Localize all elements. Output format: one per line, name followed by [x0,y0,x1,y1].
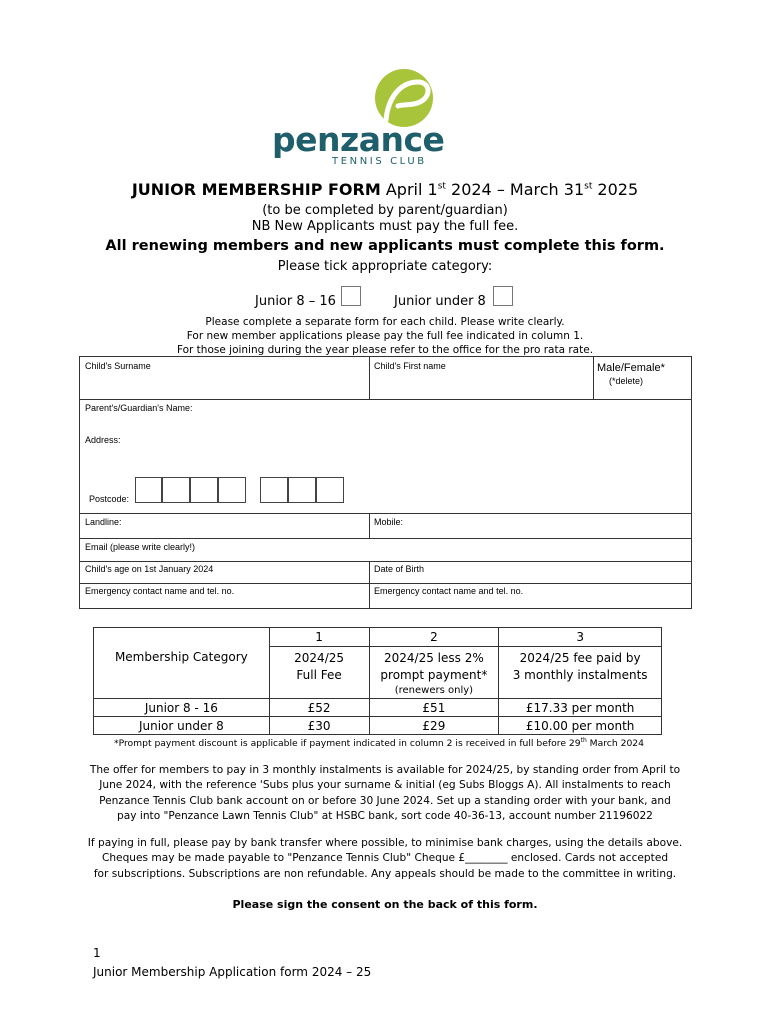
fee-full-fee-header [269,647,369,699]
parent-name-label: Parent's/Guardian's Name: [85,403,193,413]
title-bold: JUNIOR MEMBERSHIP FORM [131,180,381,199]
logo-wordmark: penzance [272,120,445,159]
title-sup-1: st [437,181,446,192]
note-pro-rata: For those joining during the year please refer to the office for the pro rata rate. [176,344,594,356]
fee-monthly-label: 3 monthly instalments [512,668,648,682]
fee-full-fee-label: Full Fee [296,668,342,682]
note-separate-form: Please complete a separate form for each child. Please write clearly. [205,316,565,328]
page-title [0,180,770,199]
payment-line-3: for subscriptions. Subscriptions are non refundable. Any appeals should be made to the committee in writing. [93,867,677,880]
gender-note: (*delete) [609,376,644,386]
fee-prompt-renewers: (renewers only) [394,685,474,696]
fee-row-2-monthly: £10.00 per month [499,717,662,735]
logo-ball-icon [374,68,434,128]
title-date-end: 2025 [592,180,639,199]
gender-label: Male/Female* [597,362,665,374]
dob-label: Date of Birth [374,564,425,574]
fee-table [93,627,662,735]
fee-footnote-end: March 2024 [586,738,644,750]
postcode-box-7[interactable] [316,477,344,503]
gender-field[interactable] [594,357,691,400]
fee-row-junior-under-8 [94,717,662,735]
fee-prompt-label: prompt payment* [380,668,488,682]
member-details-form [79,356,692,609]
dob-field[interactable] [370,562,691,584]
title-sup-2: st [584,181,593,192]
landline-label: Landline: [85,517,122,527]
fee-row-junior-8-16 [94,699,662,717]
fee-monthly-header [499,647,662,699]
mobile-field[interactable] [370,514,691,539]
category-option-under-8-label: Junior under 8 [394,294,486,309]
payment-line-2: Cheques may be made payable to "Penzance Tennis Club" Cheque £________ enclosed. Cards not accepted [101,852,669,865]
fee-col-num-3: 3 [499,628,662,647]
fee-row-2-prompt: £29 [369,717,499,735]
fee-row-1-full: £52 [269,699,369,717]
payment-paragraph [0,836,770,882]
title-date-start: April 1 [385,180,438,199]
category-option-8-16-label: Junior 8 – 16 [255,294,336,309]
fee-row-2-category: Junior under 8 [94,717,270,735]
emergency-contact-1-field[interactable] [80,584,370,608]
note-new-member-fee: For new member applications please pay the full fee indicated in column 1. [186,330,584,342]
fee-row-2-full: £30 [269,717,369,735]
consent-note: Please sign the consent on the back of this form. [232,898,538,911]
instalment-line-4: pay into "Penzance Lawn Tennis Club" at HSBC bank, sort code 40-36-13, account number 21196022 [117,809,653,822]
instalment-paragraph [0,763,770,824]
fee-header-empty [94,628,270,647]
postcode-box-6[interactable] [288,477,316,503]
logo [270,68,445,168]
title-date-middle: 2024 – March 31 [445,180,585,199]
postcode-box-1[interactable] [135,477,162,503]
instruction-new-applicants: NB New Applicants must pay the full fee. [251,219,519,234]
category-option-8-16-checkbox[interactable] [341,286,361,306]
postcode-box-3[interactable] [190,477,218,503]
landline-field[interactable] [80,514,370,539]
instruction-all-complete: All renewing members and new applicants must complete this form. [105,238,665,254]
fee-monthly-year: 2024/25 fee paid by [519,651,641,665]
instalment-line-1: The offer for members to pay in 3 monthly instalments is available for 2024/25, by standing order from April to [89,764,681,776]
first-name-field[interactable] [370,357,594,400]
fee-row-1-category: Junior 8 - 16 [94,699,270,717]
surname-label: Child's Surname [85,361,151,371]
postcode-box-5[interactable] [260,477,288,503]
fee-col-num-1: 1 [269,628,369,647]
emergency-contact-2-field[interactable] [370,584,691,608]
email-label: Email (please write clearly!) [85,542,196,552]
fee-full-fee-year: 2024/25 [294,651,345,665]
payment-line-1: If paying in full, please pay by bank transfer where possible, to minimise bank charges, using the details above. [87,837,683,849]
postcode-label: Postcode: [89,494,130,504]
fee-footnote [114,737,644,749]
address-label: Address: [85,435,121,445]
footer-title: Junior Membership Application form 2024 – 25 [93,965,372,979]
fee-row-1-prompt: £51 [369,699,499,717]
emergency-contact-1-label: Emergency contact name and tel. no. [85,586,235,596]
fee-footnote-text: *Prompt payment discount is applicable if payment indicated in column 2 is received in full before 29 [114,738,581,750]
fee-category-header: Membership Category [94,647,270,699]
fee-prompt-header [369,647,499,699]
surname-field[interactable] [80,357,370,400]
instalment-line-3: Penzance Tennis Club bank account on or before 30 June 2024. Set up a standing order with your bank, and [99,794,671,807]
postcode-box-4[interactable] [218,477,246,503]
instruction-tick-category: Please tick appropriate category: [277,259,493,274]
age-field[interactable] [80,562,370,584]
email-field[interactable] [80,539,691,562]
instruction-completed-by: (to be completed by parent/guardian) [262,203,508,218]
first-name-label: Child's First name [374,361,446,371]
emergency-contact-2-label: Emergency contact name and tel. no. [374,586,524,596]
category-option-under-8-checkbox[interactable] [493,286,513,306]
mobile-label: Mobile: [374,517,404,527]
fee-footnote-sup: th [580,737,587,744]
fee-prompt-year: 2024/25 less 2% [384,651,484,665]
fee-row-1-monthly: £17.33 per month [499,699,662,717]
fee-col-num-2: 2 [369,628,499,647]
age-label: Child's age on 1st January 2024 [85,564,214,574]
page-number: 1 [93,946,101,960]
instalment-line-2: June 2024, with the reference 'Subs plus your surname & initial (eg Subs Bloggs A). All instalments to reach [99,779,671,792]
logo-subtitle: TENNIS CLUB [332,156,427,167]
postcode-box-2[interactable] [162,477,190,503]
